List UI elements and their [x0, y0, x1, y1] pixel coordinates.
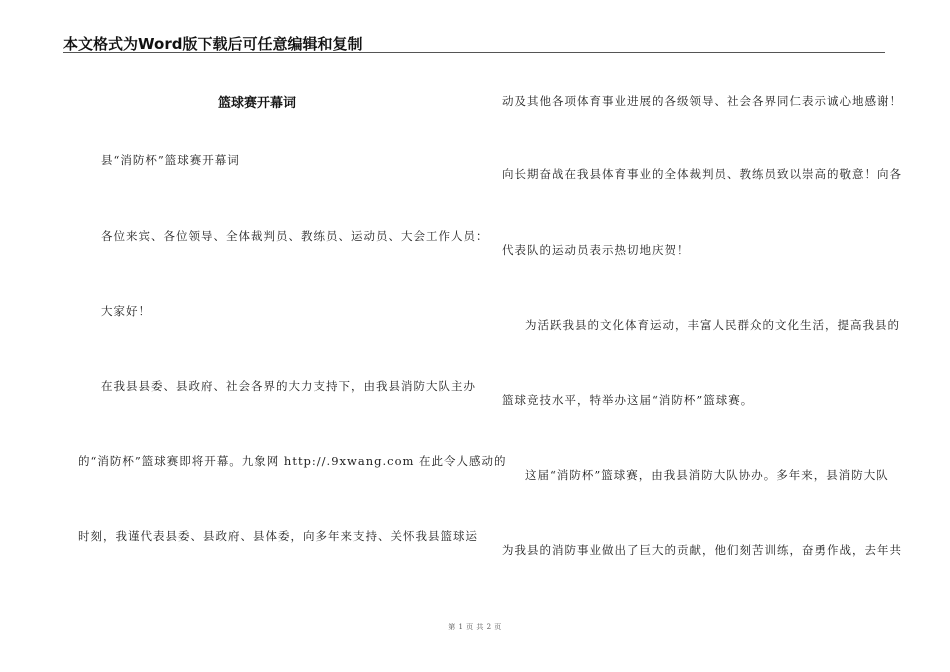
right-line-4: 为活跃我县的文化体育运动，丰富人民群众的文化生活，提高我县的: [525, 318, 900, 332]
right-line-2: 向长期奋战在我县体育事业的全体裁判员、教练员致以崇高的敬意！向各: [502, 167, 902, 181]
document-title: 篮球赛开幕词: [218, 96, 297, 111]
page-footer: 第 1 页 共 2 页: [448, 623, 502, 631]
left-line-3: 大家好！: [101, 304, 151, 318]
right-line-3: 代表队的运动员表示热切地庆贺！: [502, 243, 690, 257]
left-line-4: 在我县县委、县政府、社会各界的大力支持下，由我县消防大队主办: [101, 379, 476, 393]
right-line-5: 篮球竞技水平，特举办这届“消防杯”篮球赛。: [502, 393, 754, 407]
right-line-6: 这届“消防杯”篮球赛，由我县消防大队协办。多年来，县消防大队: [525, 468, 889, 482]
left-line-1: 县“消防杯”篮球赛开幕词: [101, 153, 240, 167]
right-line-7: 为我县的消防事业做出了巨大的贡献，他们刻苦训练，奋勇作战，去年共: [502, 543, 902, 557]
header-divider: [63, 52, 885, 53]
page-header-title: 本文格式为Word版下载后可任意编辑和复制: [63, 35, 363, 53]
left-line-2: 各位来宾、各位领导、全体裁判员、教练员、运动员、大会工作人员：: [101, 229, 489, 243]
left-line-5: 的“消防杯”篮球赛即将开幕。九象网 http://.9xwang.com 在此令人感动的: [78, 454, 507, 468]
right-line-1: 动及其他各项体育事业进展的各级领导、社会各界同仁表示诚心地感谢！: [502, 94, 902, 108]
left-line-6: 时刻，我谨代表县委、县政府、县体委，向多年来支持、关怀我县篮球运: [78, 529, 478, 543]
